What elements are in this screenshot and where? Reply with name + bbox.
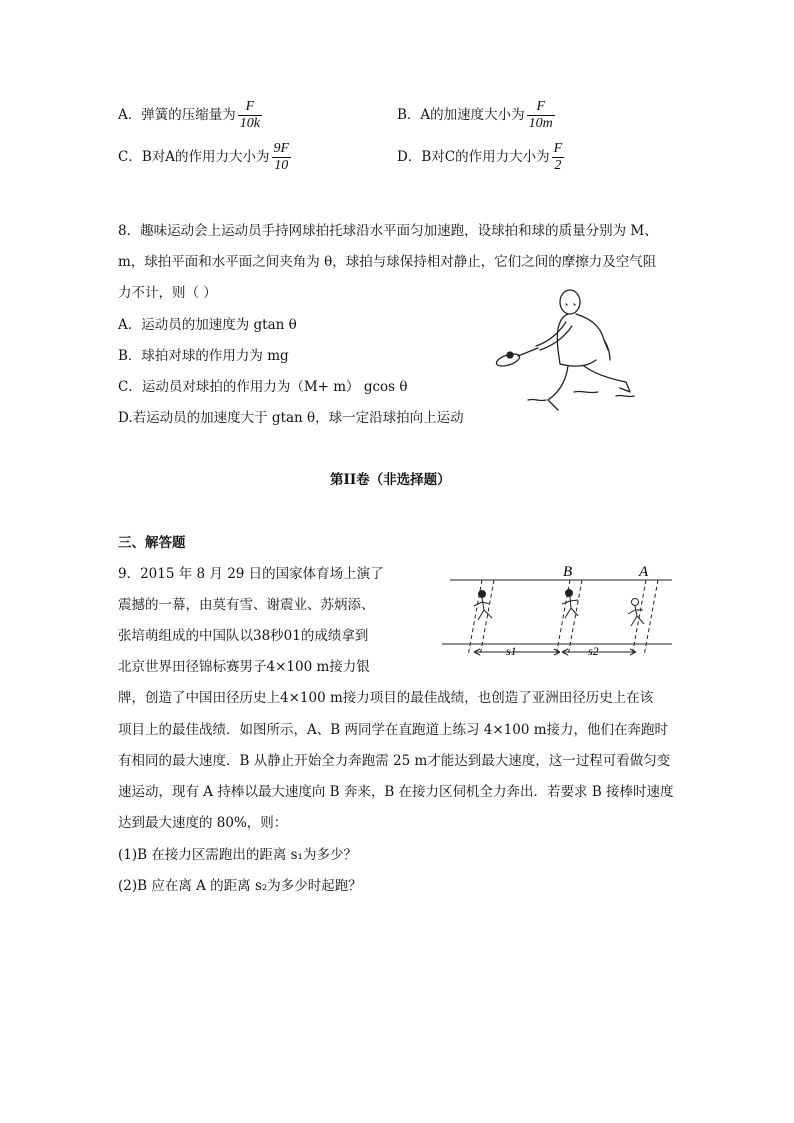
q8-option-b: B．球拍对球的作用力为 mg: [118, 348, 289, 364]
relay-figure: [440, 560, 676, 665]
q8-line-1: 8．趣味运动会上运动员手持网球拍托球沿水平面匀加速跑，设球拍和球的质量分别为 M、: [118, 223, 658, 239]
q7-option-a: [118, 100, 262, 131]
fraction-numerator: F: [553, 141, 563, 156]
fraction: [272, 142, 292, 173]
q9-line-2: 震撼的一幕，由莫有雪、谢震业、苏炳添、: [118, 597, 375, 613]
q8-option-c: C．运动员对球拍的作用力为（M+ m） gcos θ: [118, 379, 408, 395]
q7-option-a-text: A．弹簧的压缩量为: [118, 107, 236, 124]
q7-option-d-text: D．B对C的作用力大小为: [397, 149, 550, 166]
q9-line-8: 速运动，现有 A 持棒以最大速度向 B 奔来，B 在接力区伺机全力奔出．若要求 B 接棒时速度: [118, 784, 674, 800]
q9-line-4: 北京世界田径锦标赛男子4×100 m接力银: [118, 659, 370, 675]
q7-option-c: [118, 142, 291, 173]
fraction: [238, 100, 262, 131]
fraction-numerator: F: [245, 99, 255, 114]
label-b: B: [563, 564, 573, 580]
label-s1: s1: [506, 644, 517, 658]
fraction-denominator: 10: [272, 157, 292, 174]
fraction-denominator: 2: [552, 157, 565, 174]
fraction-denominator: 10m: [528, 115, 553, 131]
q7-option-b-text: B．A的加速度大小为: [397, 107, 525, 124]
q9-subquestion-2: (2)B 应在离 A 的距离 s₂为多少时起跑？: [118, 878, 362, 894]
fraction: [552, 142, 565, 173]
q9-line-6: 项目上的最佳战绩．如图所示，A、B 两同学在直跑道上练习 4×100 m接力，他们在奔跑时: [118, 722, 669, 738]
label-s2: s2: [588, 644, 599, 658]
q9-line-7: 有相同的最大速度．B 从静止开始全力奔跑需 25 m才能达到最大速度，这一过程可看做匀变: [118, 753, 671, 769]
q7-option-d: [397, 142, 564, 173]
q9-line-9: 达到最大速度的 80%，则：: [118, 815, 288, 831]
fraction-denominator: 10k: [239, 115, 260, 131]
section-title: 第II卷（非选择题）: [330, 472, 451, 488]
q9-line-5: 牌，创造了中国田径历史上4×100 m接力项目的最佳战绩，也创造了亚洲田径历史上在该: [118, 690, 654, 706]
tennis-player-figure: [488, 288, 638, 416]
q9-line-3: 张培萌组成的中国队以38秒01的成绩拿到: [118, 628, 369, 644]
q8-line-2: m，球拍平面和水平面之间夹角为 θ，球拍与球保持相对静止，它们之间的摩擦力及空气阻: [118, 254, 657, 270]
part-title: 三、解答题: [118, 535, 186, 551]
label-a: A: [639, 564, 649, 580]
fraction-numerator: 9F: [273, 141, 290, 156]
fraction-numerator: F: [536, 99, 546, 114]
q8-line-3: 力不计，则（ ）: [118, 285, 217, 301]
fraction: [527, 100, 555, 131]
q9-line-1: 9．2015 年 8 月 29 日的国家体育场上演了: [118, 566, 384, 582]
q8-option-a: A．运动员的加速度为 gtan θ: [118, 317, 297, 333]
q7-option-b: [397, 100, 555, 131]
q8-option-d: D.若运动员的加速度大于 gtan θ，球一定沿球拍向上运动: [118, 410, 464, 426]
q9-subquestion-1: (1)B 在接力区需跑出的距离 s₁为多少？: [118, 847, 357, 863]
q7-option-c-text: C．B对A的作用力大小为: [118, 149, 270, 166]
